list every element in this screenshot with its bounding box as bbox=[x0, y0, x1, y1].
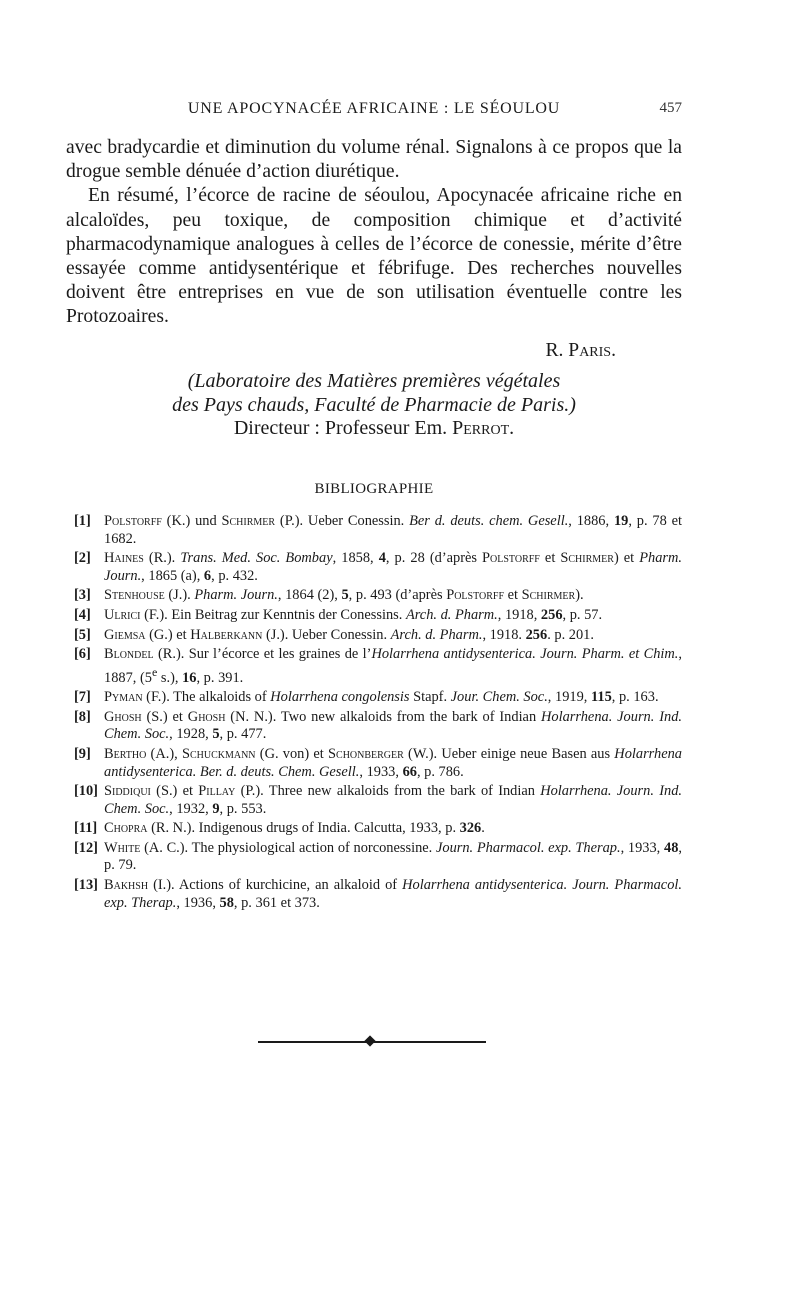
reference-text: (K.) und bbox=[161, 513, 222, 529]
reference-text: , 1936, bbox=[176, 894, 220, 911]
reference-author: Pillay bbox=[198, 783, 236, 800]
reference-journal: Arch. d. Pharm. bbox=[405, 606, 498, 623]
reference-author: Ghosh bbox=[187, 708, 226, 725]
reference-text: , 1928, bbox=[169, 726, 213, 743]
reference-text: (W.). Ueber einige neue Basen aus bbox=[403, 745, 615, 762]
reference-volume: 326 bbox=[459, 820, 482, 837]
reference-number: [2] bbox=[74, 550, 91, 567]
reference-number: [13] bbox=[74, 877, 98, 894]
reference-text: , p. 28 (d’après bbox=[385, 550, 483, 567]
reference-journal: Holarrhena antidysenterica. Ber. d. deuts. Chem. Gesell. bbox=[104, 745, 682, 780]
reference-text: Stapf. bbox=[409, 689, 451, 706]
reference-text: (P.). Three new alkaloids from the bark of Indian bbox=[235, 783, 541, 800]
reference-volume: 58 bbox=[219, 894, 234, 911]
reference-text: (R.). Sur l’écorce et les graines de l’ bbox=[153, 646, 372, 663]
reference-item bbox=[76, 746, 682, 781]
reference-author: Schirmer bbox=[521, 587, 576, 604]
reference-journal: Holarrhena. Journ. Ind. Chem. Soc. bbox=[104, 708, 682, 743]
reference-text: , p. 57. bbox=[562, 606, 603, 623]
reference-journal: Holarrhena antidysenterica. Journ. Pharm. et Chim. bbox=[371, 646, 679, 663]
reference-text: (R.). bbox=[143, 550, 181, 567]
reference-item bbox=[76, 587, 682, 605]
reference-text: , 1918, bbox=[497, 606, 541, 623]
reference-text: (F.). Ein Beitrag zur Kenntnis der Conessins. bbox=[140, 606, 406, 623]
reference-text: , p. 391. bbox=[196, 669, 244, 686]
reference-text: . p. 201. bbox=[547, 626, 594, 643]
reference-text: , 1864 (2), bbox=[277, 587, 342, 604]
reference-journal: Holarrhena congolensis bbox=[270, 689, 410, 706]
reference-volume: 19 bbox=[613, 513, 629, 529]
reference-number: [1] bbox=[74, 513, 91, 529]
director-prefix: Directeur : Professeur Em. bbox=[233, 417, 453, 439]
reference-number: [4] bbox=[74, 606, 91, 623]
reference-author: Polstorff bbox=[482, 550, 540, 567]
reference-author: Halberkann bbox=[190, 626, 263, 643]
reference-text: (S.) et bbox=[141, 708, 188, 725]
bibliography-heading: BIBLIOGRAPHIE bbox=[314, 481, 434, 497]
reference-item bbox=[76, 840, 682, 875]
reference-author: Ghosh bbox=[104, 708, 142, 725]
reference-item bbox=[76, 513, 682, 548]
reference-text: , 1919, bbox=[547, 689, 591, 706]
reference-number: [9] bbox=[74, 745, 91, 762]
reference-journal: Ber d. deuts. chem. Gesell. bbox=[409, 513, 569, 529]
paragraph-1: avec bradycardie et diminution du volume rénal. Signalons à ce propos que la drogue semble dénuée d’action diurétique. bbox=[66, 137, 682, 183]
reference-item bbox=[76, 820, 682, 838]
reference-author: White bbox=[104, 839, 141, 856]
reference-author: Schuckmann bbox=[181, 745, 256, 762]
reference-number: [11] bbox=[74, 820, 98, 837]
reference-journal: Jour. Chem. Soc. bbox=[450, 689, 548, 706]
end-ornament bbox=[258, 1036, 486, 1048]
reference-text: (P.). Ueber Conessin. bbox=[275, 513, 410, 529]
reference-author: Polstorff bbox=[446, 587, 505, 604]
reference-number: [7] bbox=[74, 689, 91, 706]
laboratory-affiliation bbox=[66, 370, 682, 441]
reference-text: (S.) et bbox=[150, 783, 199, 800]
reference-number: [5] bbox=[74, 626, 91, 643]
reference-text: et bbox=[504, 587, 522, 604]
reference-author: Chopra bbox=[104, 820, 148, 837]
reference-item bbox=[76, 709, 682, 744]
reference-item bbox=[76, 689, 682, 707]
reference-text: ). bbox=[575, 587, 584, 604]
reference-number: [8] bbox=[74, 708, 91, 725]
reference-text: ) et bbox=[613, 550, 640, 567]
reference-volume: 6 bbox=[203, 567, 212, 584]
reference-superscript: e bbox=[151, 664, 158, 679]
paragraph-2: En résumé, l’écorce de racine de séoulou, Apocynacée africaine riche en alcaloïdes, peu toxique, de composition chimique et d’activité pharmacodynamique analogues à celles de l’écorce de conessie, mérite d’être essayée comme antidysentérique et fébrifuge. Des recherches nouvelles doivent être entreprises en vue de son utilisation éventuelle contre les Protozoaires. bbox=[66, 185, 682, 328]
reference-volume: 66 bbox=[402, 763, 417, 780]
reference-volume: 16 bbox=[182, 669, 197, 686]
reference-text: , 1886, bbox=[568, 513, 614, 529]
reference-journal: Pharm. Journ. bbox=[104, 550, 683, 584]
reference-text: , p. 786. bbox=[416, 763, 464, 780]
reference-journal: Trans. Med. Soc. Bombay bbox=[180, 550, 333, 567]
reference-text: , 1932, bbox=[169, 800, 213, 817]
reference-text: , p. 163. bbox=[611, 689, 659, 706]
reference-author: Bertho bbox=[104, 745, 147, 762]
reference-text: , p. 432. bbox=[211, 567, 258, 584]
reference-volume: 5 bbox=[341, 587, 349, 604]
reference-author: Giemsa bbox=[104, 626, 146, 643]
reference-text: , 1865 (a), bbox=[141, 567, 204, 584]
reference-list bbox=[76, 513, 682, 914]
reference-author: Bakhsh bbox=[104, 877, 149, 894]
reference-journal: Journ. Pharmacol. exp. Therap. bbox=[435, 839, 621, 856]
reference-item bbox=[76, 877, 682, 912]
reference-text: et bbox=[539, 550, 561, 567]
reference-text: (J.). bbox=[164, 587, 195, 604]
page-number: 457 bbox=[659, 100, 682, 116]
running-title: UNE APOCYNACÉE AFRICAINE : LE SÉOULOU bbox=[187, 100, 561, 117]
reference-text: , p. 493 (d’après bbox=[348, 587, 447, 604]
reference-text: (G. von) et bbox=[255, 745, 329, 762]
reference-author: Blondel bbox=[104, 646, 154, 663]
reference-text: (A.), bbox=[146, 745, 182, 762]
reference-volume: 5 bbox=[212, 726, 220, 743]
reference-author: Pyman bbox=[104, 689, 143, 706]
reference-text: (I.). Actions of kurchicine, an alkaloid of bbox=[148, 877, 403, 894]
reference-item bbox=[76, 627, 682, 645]
reference-item bbox=[76, 607, 682, 625]
reference-text: . bbox=[481, 820, 485, 837]
reference-volume: 9 bbox=[212, 800, 220, 817]
reference-number: [10] bbox=[74, 783, 98, 800]
reference-text: , p. 79. bbox=[104, 839, 682, 874]
reference-author: Siddiqui bbox=[104, 783, 151, 800]
reference-text: , p. 477. bbox=[219, 726, 267, 743]
reference-text: (F.). The alkaloids of bbox=[142, 689, 271, 706]
reference-text: (G.) et bbox=[145, 626, 191, 643]
reference-author: Schirmer bbox=[221, 513, 276, 529]
reference-item bbox=[76, 550, 682, 585]
reference-text: (A. C.). The physiological action of norconessine. bbox=[140, 839, 436, 856]
reference-text: , 1887, (5 bbox=[104, 646, 682, 686]
reference-author: Haines bbox=[104, 550, 144, 567]
reference-journal: Holarrhena antidysenterica. Journ. Pharmacol. exp. Therap. bbox=[104, 877, 682, 911]
reference-text: (J.). Ueber Conessin. bbox=[262, 626, 391, 643]
reference-item bbox=[76, 783, 682, 818]
director-line bbox=[66, 417, 682, 441]
reference-number: [3] bbox=[74, 587, 91, 604]
reference-item bbox=[76, 646, 682, 687]
reference-journal: Holarrhena. Journ. Ind. Chem. Soc. bbox=[104, 783, 682, 817]
lab-line-2: des Pays chauds, Faculté de Pharmacie de Paris.) bbox=[172, 393, 576, 416]
reference-text: , 1933, bbox=[359, 763, 403, 780]
reference-text: , 1933, bbox=[620, 839, 664, 856]
reference-text: (R. N.). Indigenous drugs of India. Calcutta, 1933, p. bbox=[147, 820, 460, 837]
reference-journal: Pharm. Journ. bbox=[194, 587, 278, 604]
reference-text: (N. N.). Two new alkaloids from the bark of Indian bbox=[225, 708, 542, 725]
author-signature: R. Paris. bbox=[545, 339, 616, 361]
reference-author: Schirmer bbox=[560, 550, 614, 567]
reference-volume: 256 bbox=[525, 626, 548, 643]
reference-author: Stenhouse bbox=[104, 587, 165, 604]
reference-author: Schonberger bbox=[328, 745, 404, 762]
reference-volume: 115 bbox=[590, 689, 612, 706]
diamond-icon bbox=[364, 1035, 375, 1046]
reference-volume: 48 bbox=[664, 839, 679, 856]
director-name: Perrot. bbox=[452, 417, 515, 439]
reference-author: Polstorff bbox=[104, 513, 162, 529]
lab-line-1: (Laboratoire des Matières premières végétales bbox=[187, 370, 561, 392]
reference-text: , 1918. bbox=[482, 626, 526, 643]
reference-number: [6] bbox=[74, 646, 91, 663]
reference-author: Ulrici bbox=[104, 606, 141, 623]
reference-volume: 256 bbox=[540, 606, 563, 623]
reference-text: , p. 361 et 373. bbox=[233, 894, 320, 911]
reference-journal: Arch. d. Pharm. bbox=[390, 626, 483, 643]
reference-text: , p. 78 et 1682. bbox=[104, 513, 682, 547]
reference-text: s.), bbox=[157, 669, 183, 686]
reference-number: [12] bbox=[74, 839, 98, 856]
reference-volume: 4 bbox=[378, 550, 386, 567]
reference-text: , 1858, bbox=[332, 550, 379, 567]
body-text bbox=[66, 136, 682, 363]
reference-text: , p. 553. bbox=[219, 800, 267, 817]
